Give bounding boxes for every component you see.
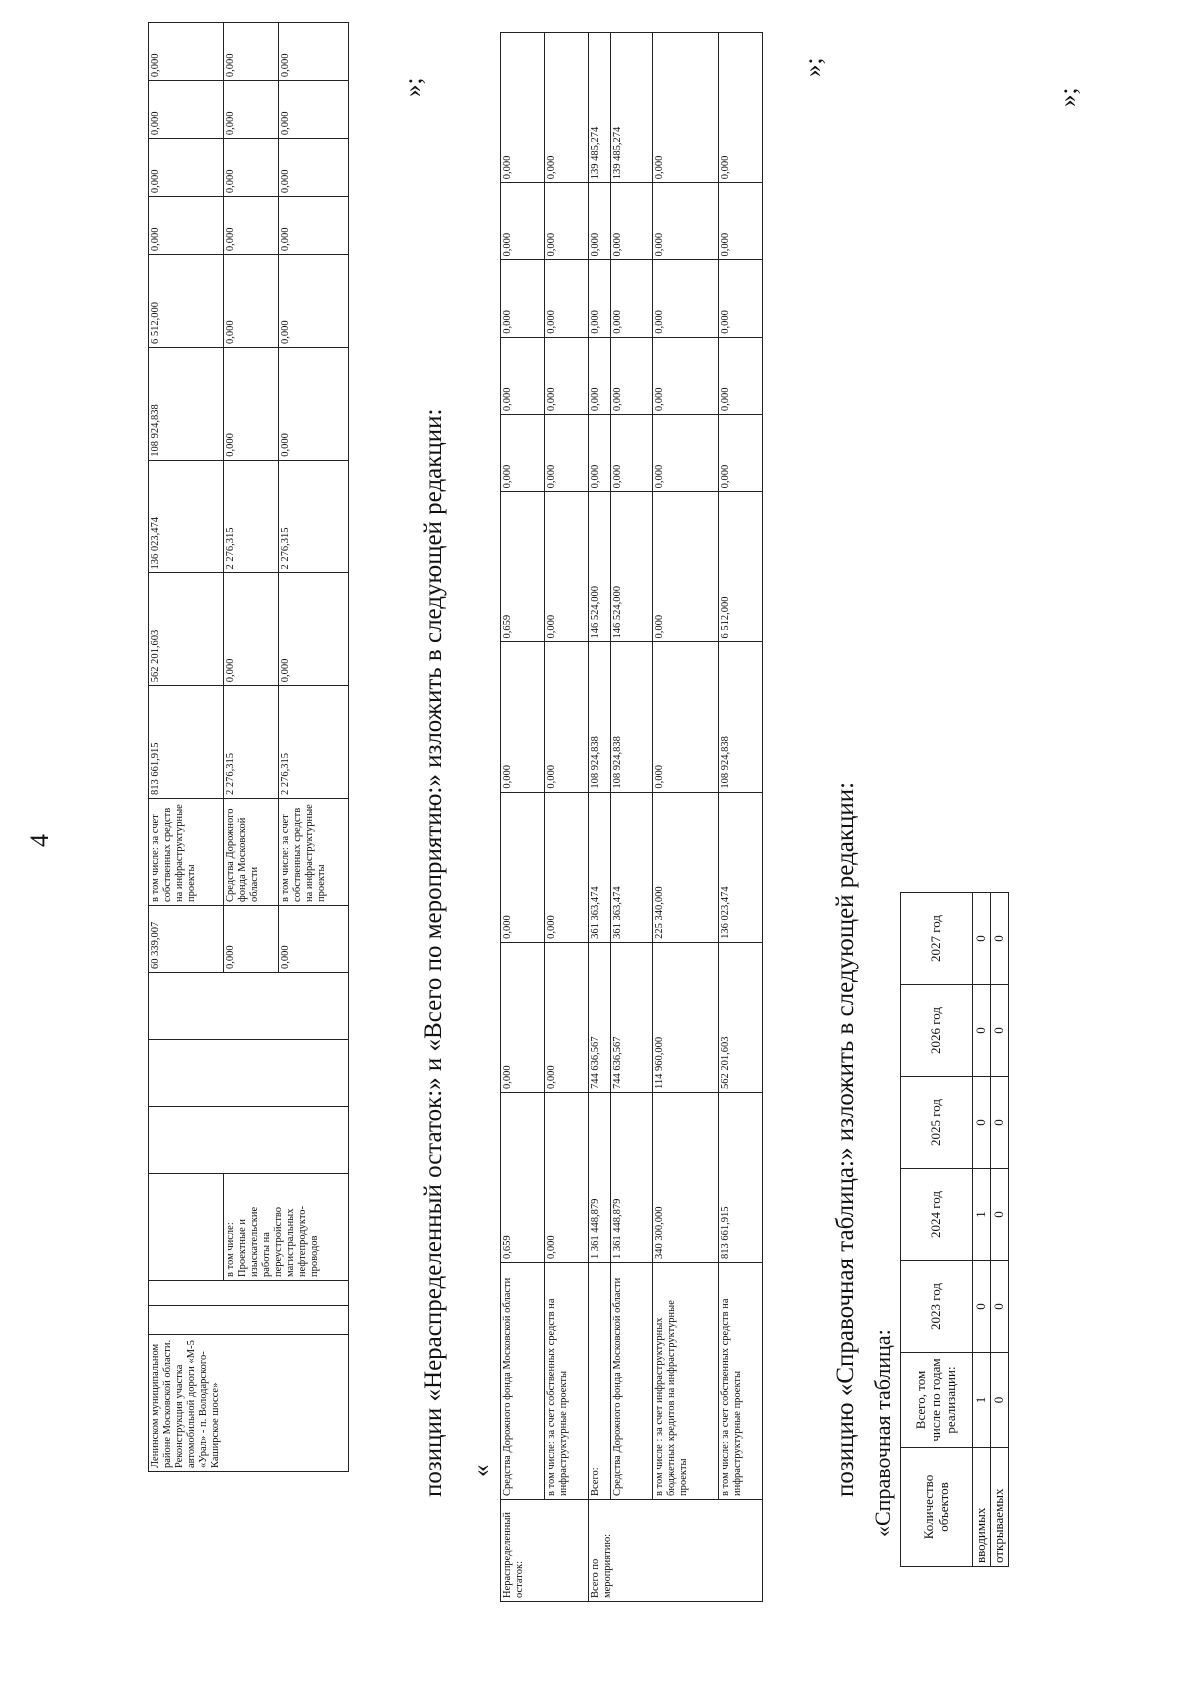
table-row — [973, 893, 991, 1567]
table-row — [611, 33, 653, 1602]
page-number: 4 — [25, 834, 54, 847]
table-cell: 0,000 — [224, 139, 279, 197]
table-cell — [149, 1040, 349, 1107]
table-cell: 0,000 — [653, 492, 719, 642]
table-cell — [149, 1281, 349, 1306]
table-cell: 0,000 — [611, 337, 653, 414]
table-row — [501, 33, 545, 1602]
table-cell: 0,000 — [279, 255, 349, 348]
table-cell: Всего: — [589, 1263, 611, 1500]
table-cell: 108 924,838 — [589, 642, 611, 792]
table-cell: 0,000 — [224, 23, 279, 81]
table-cell: 136 023,474 — [149, 460, 224, 573]
table-cell: 0,000 — [149, 197, 224, 255]
table-cell: 2024 год — [901, 1169, 973, 1261]
table-cell: 146 524,000 — [589, 492, 611, 642]
table-cell: 0,000 — [545, 33, 589, 183]
table-cell: 0,000 — [719, 415, 763, 492]
table-cell: 108 924,838 — [149, 348, 224, 461]
table-cell: 0 — [991, 1261, 1009, 1353]
table-cell: 0,000 — [279, 197, 349, 255]
table-cell: 2 276,315 — [279, 686, 349, 799]
table-cell: 0,000 — [545, 642, 589, 792]
table-cell: 2027 год — [901, 893, 973, 985]
table-cell: 0,000 — [279, 906, 349, 973]
table-cell: 0,000 — [501, 415, 545, 492]
table-cell: 0,000 — [545, 792, 589, 942]
table-cell: 340 300,000 — [653, 1092, 719, 1262]
table-cell: вводимых — [973, 1448, 991, 1567]
table-cell: 0,000 — [279, 81, 349, 139]
table-row — [545, 33, 589, 1602]
table-cell: 0,000 — [589, 337, 611, 414]
table-cell: Нераспределенный остаток: — [501, 1500, 589, 1602]
table-cell: 0,000 — [611, 260, 653, 337]
table-cell: 0,000 — [224, 906, 279, 973]
table-cell: 0,659 — [501, 1092, 545, 1262]
table-cell: 1 361 448,879 — [611, 1092, 653, 1262]
table-cell: 0,000 — [224, 348, 279, 461]
table-cell: 0 — [991, 1353, 1009, 1448]
reference-table — [900, 892, 1009, 1567]
table-cell: 0,000 — [501, 33, 545, 183]
table-row — [653, 33, 719, 1602]
table-cell: 1 — [973, 1353, 991, 1448]
ref-table-title: «Справочная таблица: — [870, 1329, 895, 1537]
table-cell: в том числе: за счет собственных средств на инфраструктурные проекты — [545, 1263, 589, 1500]
table-cell: 813 661,915 — [149, 686, 224, 799]
table-cell: Средства Дорожного фонда Московской области — [224, 799, 279, 906]
table-cell: 0,000 — [224, 255, 279, 348]
table-cell: 114 960,000 — [653, 942, 719, 1092]
table-cell: 361 363,474 — [611, 792, 653, 942]
table-cell: 0,000 — [279, 23, 349, 81]
table-cell: 0,000 — [611, 183, 653, 260]
table-cell: 562 201,603 — [719, 942, 763, 1092]
table-cell: Средства Дорожного фонда Московской области — [611, 1263, 653, 1500]
table-cell: 0,000 — [719, 337, 763, 414]
table-cell: открываемых — [991, 1448, 1009, 1567]
table-cell: 0,000 — [501, 260, 545, 337]
table-cell: 0 — [991, 893, 1009, 985]
table-cell: 813 661,915 — [719, 1092, 763, 1262]
table-cell: 0,000 — [589, 260, 611, 337]
table-cell: в том числе : за счет инфраструктурных бюджетных кредитов на инфраструктурные проекты — [653, 1263, 719, 1500]
table-cell: 0 — [973, 985, 991, 1077]
table-cell: 0,000 — [149, 23, 224, 81]
table-cell: 0,000 — [279, 348, 349, 461]
table-cell: 0,000 — [611, 415, 653, 492]
table-cell: 0,000 — [653, 337, 719, 414]
table-cell: 0,000 — [545, 1092, 589, 1262]
table-cell: 0,000 — [545, 415, 589, 492]
table-row — [149, 23, 224, 1472]
table-cell: 146 524,000 — [611, 492, 653, 642]
table-cell: 1 361 448,879 — [589, 1092, 611, 1262]
table-cell: 0,000 — [653, 260, 719, 337]
table-cell: 744 636,567 — [589, 942, 611, 1092]
table-cell: 139 485,274 — [611, 33, 653, 183]
table-cell: 139 485,274 — [589, 33, 611, 183]
quote-close: »; — [800, 57, 827, 77]
table-cell: 0,000 — [719, 33, 763, 183]
table-cell: 108 924,838 — [611, 642, 653, 792]
table-cell: 0 — [973, 1261, 991, 1353]
table-row — [901, 893, 973, 1567]
table-cell: 0,000 — [589, 415, 611, 492]
table-cell: 0,000 — [545, 337, 589, 414]
table-cell: 0,000 — [224, 81, 279, 139]
table-cell: 0,000 — [653, 415, 719, 492]
table-cell: 0,000 — [501, 337, 545, 414]
table-cell: 361 363,474 — [589, 792, 611, 942]
table-cell: 562 201,603 — [149, 573, 224, 686]
paragraph-2: позицию «Справочная таблица:» изложить в следующей редакции: — [832, 781, 859, 1497]
table-cell: в том числе: Проектные и изыскательские работы на переустройство магистральных нефтепродукто-проводов — [224, 1174, 349, 1281]
table-cell: 0,000 — [501, 183, 545, 260]
table-cell: 2 276,315 — [224, 460, 279, 573]
table-cell: 60 339,007 — [149, 906, 224, 973]
table-cell: 0 — [991, 1169, 1009, 1261]
table-cell: Количество объектов — [901, 1448, 973, 1567]
table-row — [991, 893, 1009, 1567]
table-cell: 2 276,315 — [224, 686, 279, 799]
table-cell: 6 512,000 — [719, 492, 763, 642]
table-cell: 2025 год — [901, 1077, 973, 1169]
table-cell: 1 — [973, 1169, 991, 1261]
quote-close: »; — [1055, 87, 1082, 107]
table-cell: 0 — [973, 1077, 991, 1169]
table-row — [224, 23, 279, 1472]
table-cell: в том числе: за счет собственных средств на инфраструктурные проекты — [279, 799, 349, 906]
table-cell — [149, 973, 349, 1040]
table-cell: 0,000 — [545, 260, 589, 337]
table-cell: 0,000 — [719, 183, 763, 260]
table-cell: 0,000 — [149, 81, 224, 139]
table-cell: 0,000 — [501, 942, 545, 1092]
table-cell: Средства Дорожного фонда Московской области — [501, 1263, 545, 1500]
main-table — [500, 32, 763, 1602]
table-cell: 0,000 — [653, 183, 719, 260]
table-cell: 0,000 — [545, 183, 589, 260]
table-cell: 0,659 — [501, 492, 545, 642]
table-cell: 744 636,567 — [611, 942, 653, 1092]
table-cell: 0 — [991, 985, 1009, 1077]
table-cell: Всего по мероприятию: — [589, 1500, 763, 1602]
quote-close: »; — [400, 77, 427, 97]
table-cell: 0,000 — [224, 197, 279, 255]
table-cell: 0,000 — [224, 573, 279, 686]
table-cell: 0,000 — [501, 792, 545, 942]
table-cell: в том числе: за счет собственных средств на инфраструктурные проекты — [149, 799, 224, 906]
table-cell: 6 512,000 — [149, 255, 224, 348]
table-cell — [149, 1306, 349, 1335]
table-cell: 136 023,474 — [719, 792, 763, 942]
table-cell: 2 276,315 — [279, 460, 349, 573]
table-cell — [149, 1174, 224, 1281]
table-cell: 0,000 — [279, 139, 349, 197]
table-cell — [149, 1107, 349, 1174]
table-cell: 0,000 — [653, 33, 719, 183]
table-cell: 0,000 — [149, 139, 224, 197]
table-cell: 0,000 — [589, 183, 611, 260]
table-cell: 0,000 — [653, 642, 719, 792]
table-cell: 0,000 — [501, 642, 545, 792]
quote-open: « — [468, 1464, 495, 1477]
table-row — [589, 33, 611, 1602]
table-cell: 0,000 — [279, 573, 349, 686]
table-cell: 225 340,000 — [653, 792, 719, 942]
table-cell: 0 — [973, 893, 991, 985]
top-table — [148, 22, 349, 1472]
table-cell: Всего, том числе по годам реализации: — [901, 1353, 973, 1448]
table-cell: 108 924,838 — [719, 642, 763, 792]
table-cell: 0,000 — [719, 260, 763, 337]
table-cell: в том числе: за счет собственных средств на инфраструктурные проекты — [719, 1263, 763, 1500]
table-cell: Ленинском муниципальном районе Московской области. Реконструкция участка автомобильной дороги «М-5 «Урал» - п. Володарского-Каширское шоссе» — [149, 1335, 349, 1472]
table-cell: 0 — [991, 1077, 1009, 1169]
table-cell: 2026 год — [901, 985, 973, 1077]
table-cell: 2023 год — [901, 1261, 973, 1353]
table-cell: 0,000 — [545, 942, 589, 1092]
table-row — [719, 33, 763, 1602]
table-cell: 0,000 — [545, 492, 589, 642]
paragraph-1: позиции «Нераспределенный остаток:» и «Всего по мероприятию:» изложить в следующей редакции: — [420, 408, 447, 1497]
